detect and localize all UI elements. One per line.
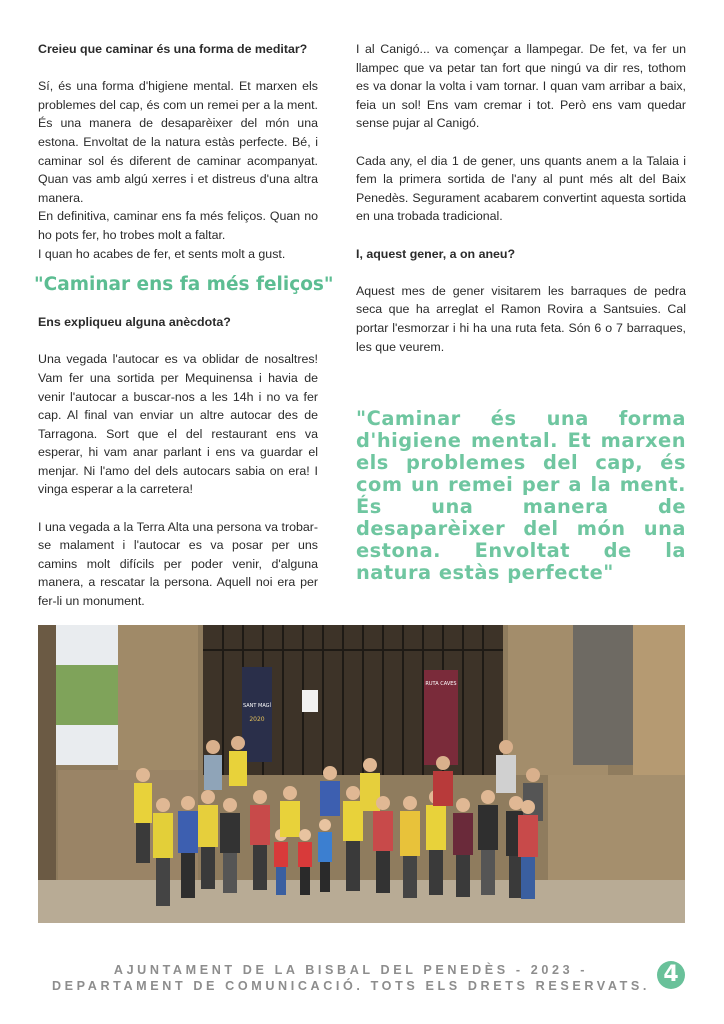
answer-meditation-p2: En definitiva, caminar ens fa més feliços. Quan no ho pots fer, ho trobes molt a faltar. (38, 209, 318, 242)
right-column (356, 40, 686, 375)
question-january: I, aquest gener, a on aneu? (356, 246, 516, 261)
answer-meditation-p3: I quan ho acabes de fer, et sents molt a gust. (38, 246, 286, 261)
pull-quote-small: "Caminar ens fa més feliços" (34, 274, 334, 296)
pull-quote-large: "Caminar és una forma d'higiene mental. Et marxen els problemes del cap, és com un remei per a la ment. És una manera de desaparèixer del món una estona. Envoltat de la natura estàs perfecte" (356, 407, 686, 584)
group-photo (38, 625, 685, 923)
page-number-badge: 4 (657, 961, 685, 989)
poster-left-year: 2020 (249, 716, 265, 723)
left-column (34, 40, 334, 629)
answer-anecdote-p1: Una vegada l'autocar es va oblidar de nosaltres! Vam fer una sortida per Mequinensa i havia de venir l'autocar a buscar-nos a les 14h i no va fer cap. Al final van enviar un altre autocar des de Tarragona. Sort que el del restaurant ens va esperar, hi vam anar parlant i ens va guardar el menjar. Ni l'amo del dels autocars sabia on era! I vinga esperar a la carretera! (38, 352, 318, 497)
footer-line-1: AJUNTAMENT DE LA BISBAL DEL PENEDÈS - 2023 - (113, 963, 589, 977)
footer-line-2: DEPARTAMENT DE COMUNICACIÓ. TOTS ELS DRETS RESERVATS. (51, 979, 651, 993)
question-meditation: Creieu que caminar és una forma de meditar? (38, 42, 308, 56)
stone-pillar-left (118, 625, 198, 775)
question-anecdote: Ens expliqueu alguna anècdota? (38, 315, 231, 330)
answer-meditation-p1: Sí, és una forma d'higiene mental. Et marxen els problemes del cap, és com un remei per a la ment. És una manera de desaparèixer del món una estona. Envoltat de la natura estàs perfecte. Bé, i caminar sol és diferent de caminar acompanyat. Quan vas amb algú xerres i et distreus d'una altra manera. (38, 79, 318, 205)
poster-left (242, 667, 272, 762)
left-pillar (38, 625, 56, 923)
banner-right-title: RUTA CAVES (425, 681, 457, 687)
january-paragraph: Aquest mes de gener visitarem les barraques de pedra seca que ha arreglat el Ramon Rovira a Santsuies. Cal portar l'esmorzar i hi ha una ruta feta. Són 6 o 7 barraques, les que veurem. (356, 283, 686, 354)
trees (48, 665, 118, 725)
notice-sheet (302, 690, 318, 712)
footer (40, 962, 662, 994)
talaia-paragraph: Cada any, el dia 1 de gener, uns quants anem a la Talaia i fem la primera sortida de l'any al punt més alt del Baix Penedès. Segurament acabarem convertint aquesta sortida en una trobada tradicional. (356, 153, 686, 224)
poster-left-title: SANT MAGÍ (242, 703, 272, 709)
answer-anecdote-p2: I una vegada a la Terra Alta una persona va trobar-se malament i l'autocar es va posar per uns camins molt difícils per poder venir, d'alguna manera, a rescatar la persona. Aquell noi era per fer-li un monument. (38, 519, 318, 609)
canigo-paragraph: I al Canigó... va començar a llampegar. De fet, va fer un llampec que va petar tan fort que ningú va dir res, tothom es va donar la volta i vam tornar. I quan vam arribar a baix, feia un sol! Ens vam cremar i tot. Però ens vam quedar sense pujar al Canigó. (356, 42, 686, 131)
dark-stone-column (573, 625, 633, 765)
ground (38, 880, 685, 923)
